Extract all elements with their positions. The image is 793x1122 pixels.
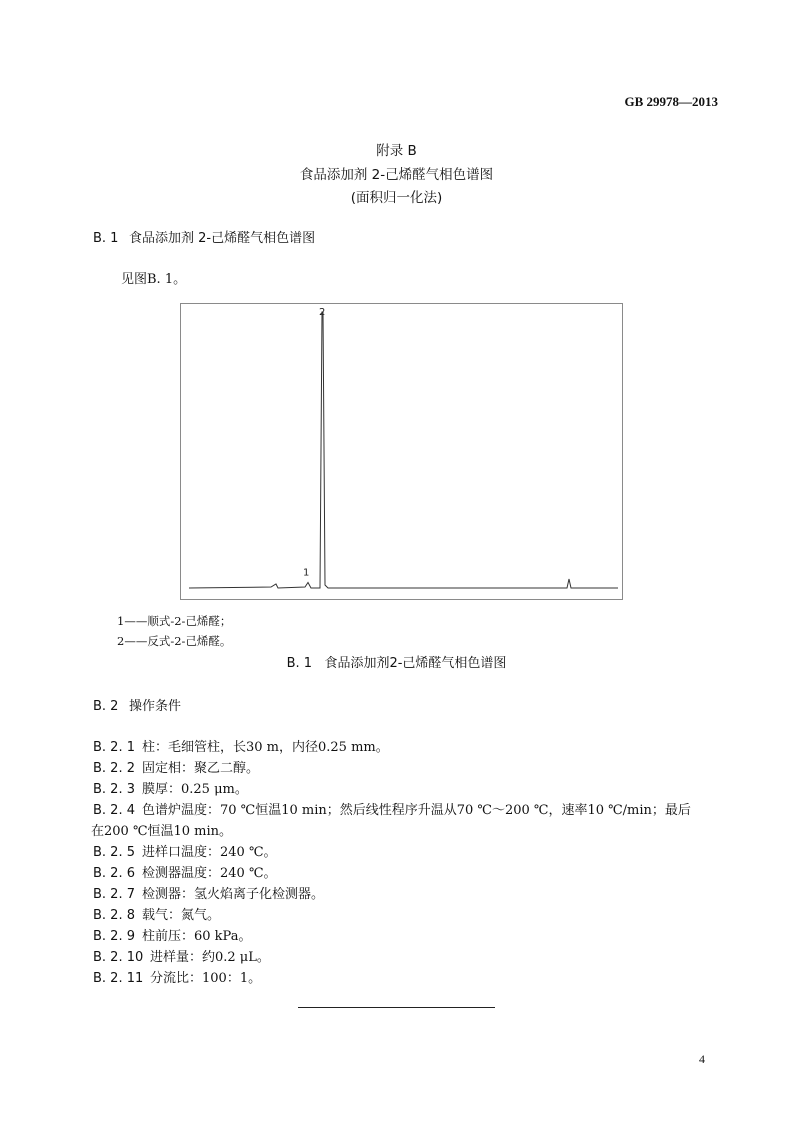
op-item-text: 膜厚：0.25 μm。: [142, 782, 248, 797]
op-item: [93, 841, 277, 860]
appendix-title: 附录 B: [376, 143, 417, 159]
op-item: [93, 883, 324, 902]
op-item-text: 进样量：约0.2 μL。: [150, 950, 270, 965]
op-item-text: 柱：毛细管柱，长30 m，内径0.25 mm。: [142, 740, 389, 755]
op-item: [93, 904, 220, 923]
op-item: [93, 925, 251, 944]
appendix-method: (面积归一化法): [350, 190, 443, 206]
op-item: [93, 862, 277, 881]
caption-title: 食品添加剂2-己烯醛气相色谱图: [324, 656, 507, 671]
op-item-text: 检测器温度：240 ℃。: [142, 866, 277, 881]
op-item-number: B. 2. 2: [93, 761, 135, 776]
end-rule: [298, 1007, 495, 1008]
op-item-number: B. 2. 9: [93, 929, 135, 944]
section-b1-heading: [93, 227, 315, 246]
op-item-text: 固定相：聚乙二醇。: [142, 761, 260, 776]
op-item-text: 色谱炉温度：70 ℃恒温10 min；然后线性程序升温从70 ℃～200 ℃，速率10 ℃/min；最后: [142, 803, 691, 818]
op-item-text: 分流比：100：1。: [150, 971, 262, 986]
chromatogram-figure: [180, 303, 623, 600]
appendix-subtitle: 食品添加剂 2-己烯醛气相色谱图: [299, 167, 494, 183]
figure-caption: [0, 652, 793, 671]
section-number: B. 2: [93, 699, 119, 714]
op-item: [93, 736, 389, 755]
op-item-continuation: 在200 ℃恒温10 min。: [91, 824, 233, 839]
op-item-number: B. 2. 7: [93, 887, 135, 902]
op-item: [93, 778, 248, 797]
section-title: 食品添加剂 2-己烯醛气相色谱图: [129, 231, 316, 246]
op-item-text: 载气：氮气。: [142, 908, 221, 923]
op-item-text: 进样口温度：240 ℃。: [142, 845, 277, 860]
section-title: 操作条件: [129, 699, 182, 714]
op-item-text: 检测器：氢火焰离子化检测器。: [142, 887, 325, 902]
section-b1-text: 见图B. 1。: [121, 272, 187, 287]
op-item-number: B. 2. 11: [93, 971, 144, 986]
op-item-number: B. 2. 6: [93, 866, 135, 881]
op-item: [93, 757, 259, 776]
op-item: [93, 967, 261, 986]
caption-number: B. 1: [286, 656, 313, 671]
op-item-text: 柱前压：60 kPa。: [142, 929, 252, 944]
standard-number: GB 29978—2013: [624, 94, 718, 109]
op-item-number: B. 2. 3: [93, 782, 135, 797]
op-item-number: B. 2. 10: [93, 950, 144, 965]
op-item: [93, 799, 691, 818]
peak-label-2: 2: [319, 307, 326, 318]
op-item-number: B. 2. 4: [93, 803, 135, 818]
section-number: B. 1: [93, 231, 119, 246]
op-item-number: B. 2. 8: [93, 908, 135, 923]
op-item-number: B. 2. 5: [93, 845, 135, 860]
section-b2-heading: [93, 695, 181, 714]
chromatogram-trace: [189, 312, 618, 588]
peak-label-1: 1: [303, 567, 310, 579]
page-number: 4: [699, 1052, 705, 1066]
op-item: [93, 946, 270, 965]
legend-item-2: 2——反式-2-己烯醛。: [117, 634, 232, 648]
chromatogram-plot: [181, 304, 622, 599]
op-item-number: B. 2. 1: [93, 740, 135, 755]
legend-item-1: 1——顺式-2-己烯醛；: [117, 614, 232, 628]
